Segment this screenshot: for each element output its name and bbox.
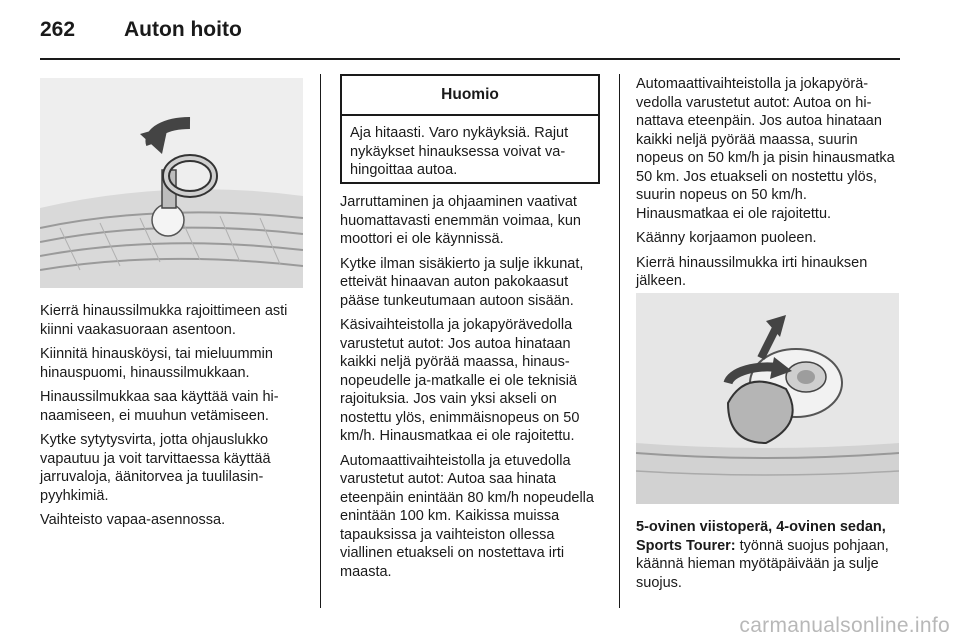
paragraph: Jarruttaminen ja ohjaaminen vaativat huomattavasti enemmän voimaa, kun moottori ei ole käynnissä. (340, 194, 581, 247)
column-divider (619, 74, 620, 608)
paragraph: Hinaussilmukkaa saa käyttää vain hinaamiseen, ei muuhun vetämiseen. (40, 389, 279, 424)
column-1-text (40, 302, 305, 536)
header-rule (40, 58, 900, 60)
paragraph: Käänny korjaamon puoleen. (636, 230, 817, 246)
bumper-cover-illustration (636, 293, 899, 504)
paragraph: Kierrä hinaussilmukka rajoittimeen asti kiinni vaakasuoraan asentoon. (40, 303, 288, 338)
paragraph: Kytke sytytysvirta, jotta ohjauslukko vapautuu ja voit tarvittaessa käyttää jarruvaloja, äänitorvea ja tuulilasinpyyhkimiä. (40, 432, 271, 504)
caption-text: työnnä suojus pohjaan, käännä hieman myötäpäivään ja sulje suojus. (636, 537, 889, 591)
bumper-cover-image (636, 293, 899, 504)
paragraph: Kytke ilman sisäkierto ja sulje ikkunat, etteivät hinaavan auton pakokaasut pääse tunkeutumaan autoon sisään. (340, 255, 584, 309)
column-2-text (340, 193, 602, 587)
towing-eye-image (40, 78, 303, 288)
page-number: 262 (40, 18, 76, 41)
towing-eye-illustration (40, 78, 303, 288)
figure-caption (636, 518, 901, 598)
notice-box (340, 74, 600, 184)
column-3-text (636, 75, 901, 297)
notice-title: Huomio (342, 76, 598, 116)
notice-body: Aja hitaasti. Varo nykäyksiä. Rajut nykäykset hinauksessa voivat vahingoittaa autoa. (350, 125, 569, 178)
paragraph: Kiinnitä hinausköysi, tai mieluummin hinauspuomi, hinaussilmukkaan. (40, 346, 273, 381)
page-title: Auton hoito (124, 18, 242, 41)
paragraph: Automaattivaihteistolla ja etuvedolla varustetut autot: Autoa saa hinata eteenpäin enintään 80 km/h nopeudella enintään 100 km. Kaikissa muissa tapauksissa ja vaihteiston ollessa viallinen etuakseli on nostettava irti maasta. (340, 452, 594, 580)
watermark: carmanualsonline.info (739, 614, 950, 637)
page-header (40, 18, 900, 48)
caption-paragraph (636, 518, 901, 592)
caption-heading: 5-ovinen viistoperä, 4-ovinen sedan, Sports Tourer: (636, 519, 886, 554)
paragraph: Automaattivaihteistolla ja jokapyörävedolla varustetut autot: Autoa on hinattava eteenpäin. Jos autoa hinataan kaikki neljä pyörää maassa, suurin nopeus on 50 km/h ja pisin hinausmatka 50 km. Jos etuakseli on nostettu ylös, suurin nopeus on 50 km/h. Hinausmatkaa ei ole rajoitettu. (636, 76, 895, 222)
column-divider (320, 74, 321, 608)
paragraph: Kierrä hinaussilmukka irti hinauksen jälkeen. (636, 254, 868, 289)
paragraph: Käsivaihteistolla ja jokapyörävedolla varustetut autot: Jos autoa hinataan kaikki neljä pyörää maassa, hinausnopeudelle ja-matkalle ei ole teknisiä rajoituksia. Jos vain yksi akseli on nostettu ylös, enimmäisnopeus on 50 km/h. Hinausmatkaa ei ole rajoitettu. (340, 317, 580, 444)
paragraph: Vaihteisto vapaa-asennossa. (40, 512, 226, 528)
